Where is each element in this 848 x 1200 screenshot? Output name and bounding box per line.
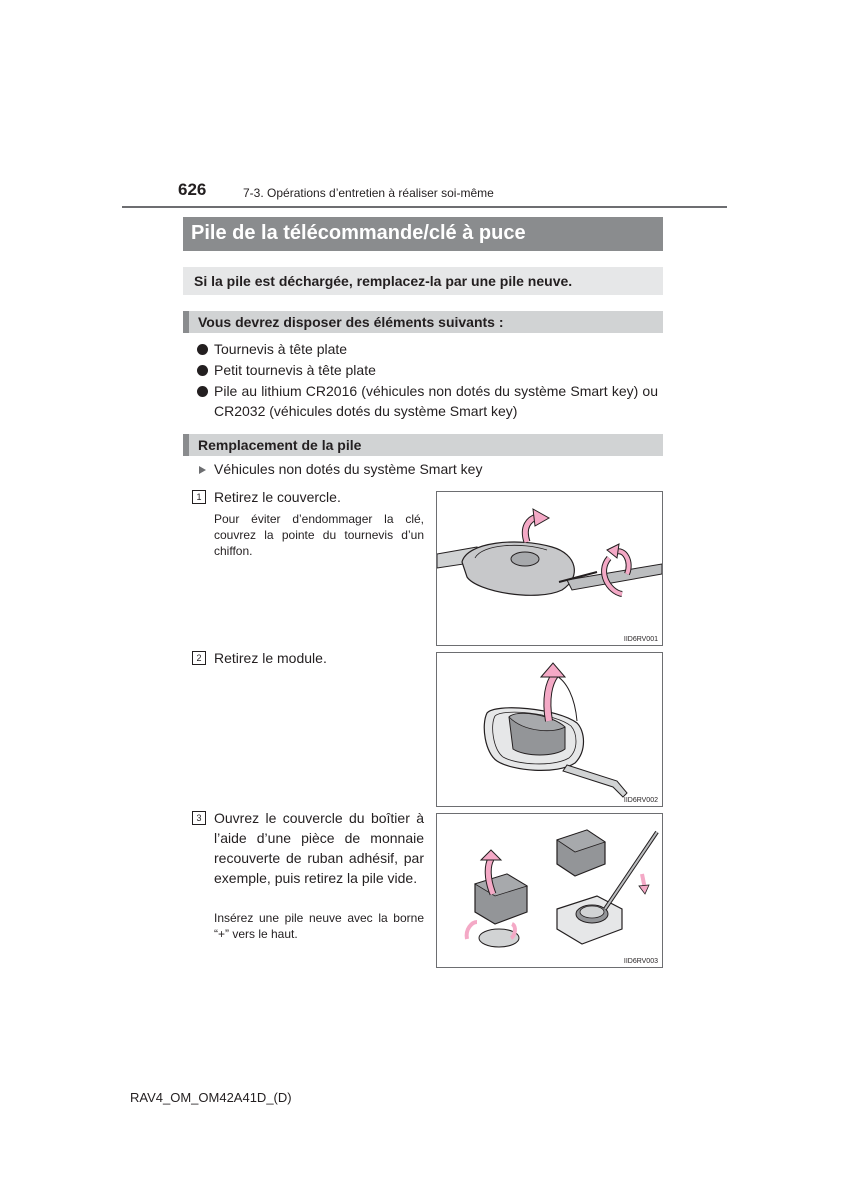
section-path: 7-3. Opérations d’entretien à réaliser soi-même xyxy=(243,186,494,200)
step-note: Pour éviter d’endommager la clé, couvrez la pointe du tournevis d’un chiffon. xyxy=(214,512,424,558)
vehicle-type-text: Véhicules non dotés du système Smart key xyxy=(214,461,483,477)
key-module-illustration xyxy=(437,653,662,806)
figure-replace-battery xyxy=(436,813,663,968)
step-title: Ouvrez le couvercle du boîtier à l’aide d’une pièce de monnaie recouverte de ruban adhésif, par exemple, puis retirez la pile vide. xyxy=(214,810,424,886)
step-number: 2 xyxy=(192,651,206,665)
replacement-heading-text: Remplacement de la pile xyxy=(198,437,362,453)
bullet-icon xyxy=(197,344,208,355)
replacement-heading xyxy=(183,434,663,456)
figure-remove-module xyxy=(436,652,663,807)
figure-code: IID6RV003 xyxy=(623,958,658,965)
required-items-heading-text: Vous devrez disposer des éléments suivants : xyxy=(198,314,504,330)
list-item-text: Petit tournevis à tête plate xyxy=(214,362,376,378)
bullet-icon xyxy=(197,386,208,397)
triangle-right-icon xyxy=(199,466,206,474)
step-title: Retirez le couvercle. xyxy=(214,489,341,505)
document-code-footer: RAV4_OM_OM42A41D_(D) xyxy=(130,1090,292,1105)
page-title: Pile de la télécommande/clé à puce xyxy=(191,222,526,244)
step-title: Retirez le module. xyxy=(214,650,327,666)
page-number: 626 xyxy=(178,180,207,199)
intro-box xyxy=(183,267,663,295)
intro-text: Si la pile est déchargée, remplacez-la par une pile neuve. xyxy=(194,273,573,289)
step-number: 3 xyxy=(192,811,206,825)
header-divider xyxy=(122,206,727,208)
figure-code: IID6RV001 xyxy=(623,636,658,643)
figure-code: IID6RV002 xyxy=(623,797,658,804)
list-item-text: Tournevis à tête plate xyxy=(214,341,348,357)
battery-replacement-illustration xyxy=(437,814,662,967)
page-title-bar xyxy=(183,217,663,251)
required-items-heading xyxy=(183,311,663,333)
bullet-icon xyxy=(197,365,208,376)
step-number: 1 xyxy=(192,490,206,504)
key-cover-illustration xyxy=(437,492,662,645)
step-note: Insérez une pile neuve avec la borne “+” vers le haut. xyxy=(214,911,424,941)
figure-remove-cover xyxy=(436,491,663,646)
list-item-text: Pile au lithium CR2016 (véhicules non dotés du système Smart key) ou CR2032 (véhicules dotés du système Smart key) xyxy=(214,383,658,419)
